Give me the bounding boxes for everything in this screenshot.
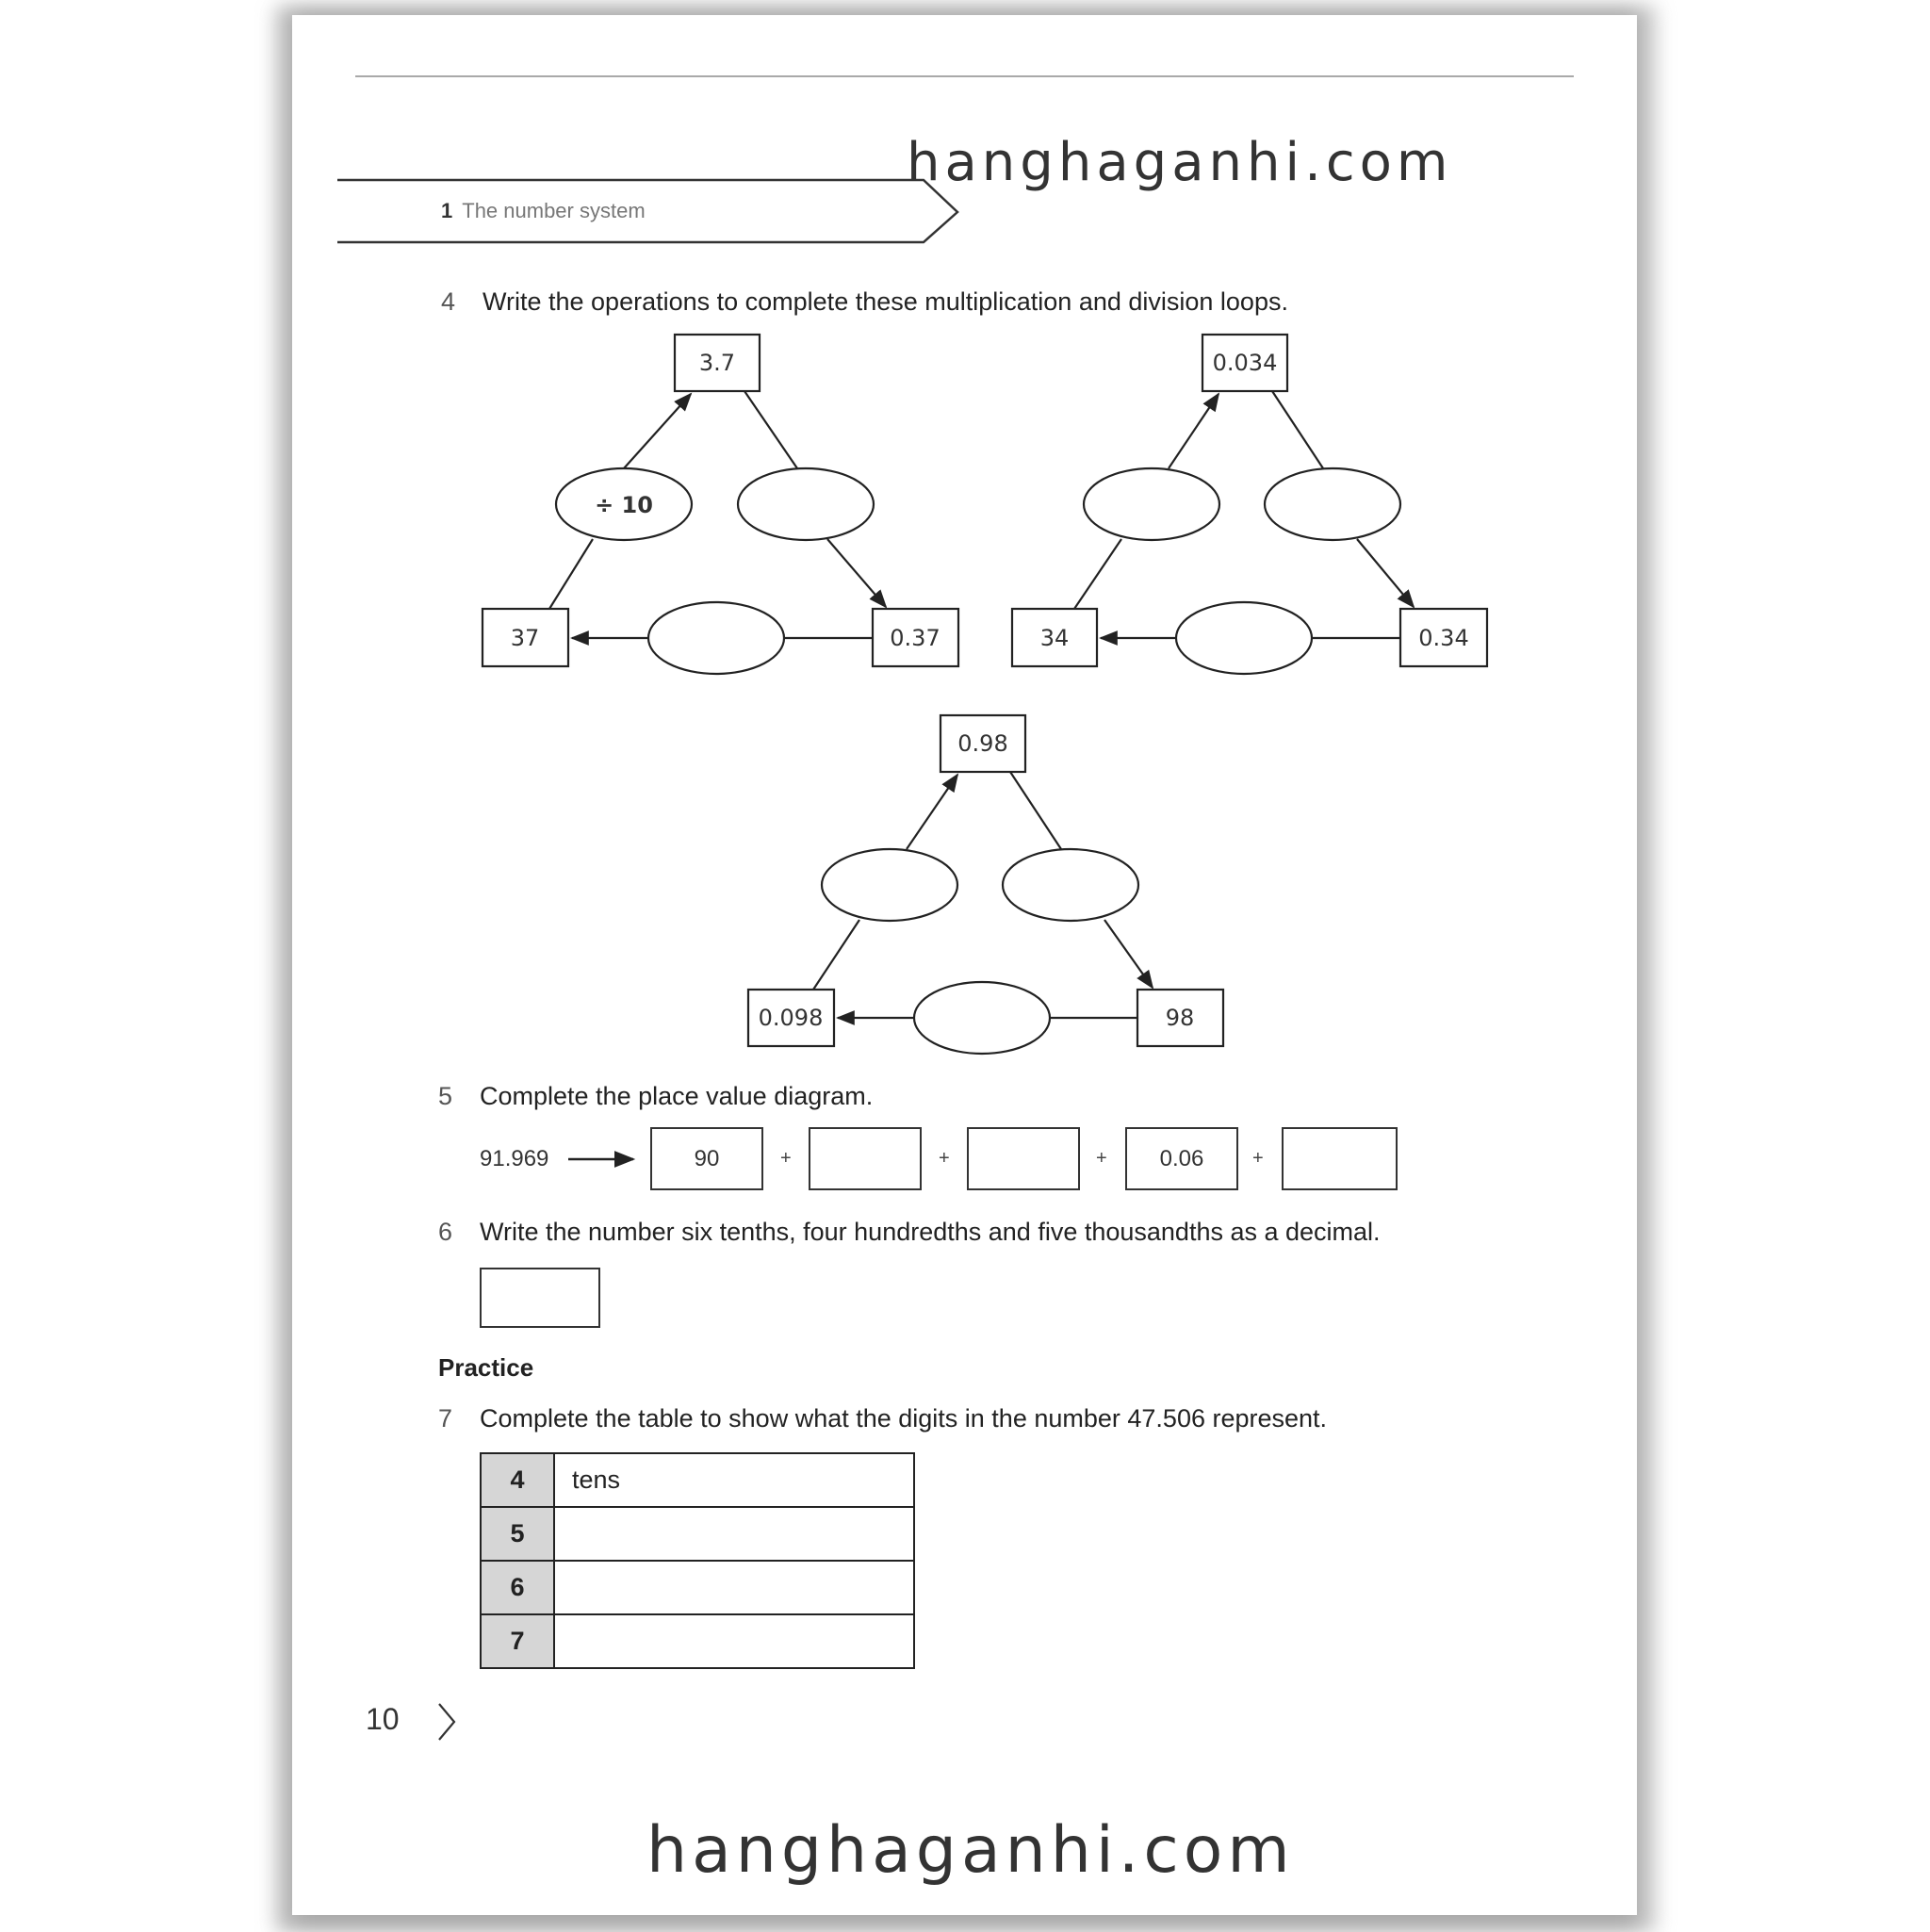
watermark-bottom: hanghaganhi.com	[646, 1813, 1295, 1888]
plus-sign: +	[939, 1148, 950, 1169]
loop-2	[1012, 335, 1487, 674]
plus-sign: +	[1096, 1148, 1107, 1169]
plus-sign: +	[780, 1148, 792, 1169]
question-text: Write the operations to complete these multiplication and division loops.	[482, 287, 1288, 316]
loop1-top-value: 3.7	[698, 350, 736, 376]
question-5	[438, 1082, 873, 1111]
watermark-top: hanghaganhi.com	[907, 132, 1453, 193]
question-7	[438, 1404, 1327, 1433]
loop1-left-value: 37	[510, 625, 540, 651]
loop3-top-value: 0.98	[957, 730, 1008, 757]
place-value-box-1[interactable]: 90	[650, 1127, 763, 1190]
place-value-box-5[interactable]	[1282, 1127, 1398, 1190]
question-number: 6	[438, 1218, 453, 1246]
chapter-name: The number system	[462, 199, 646, 222]
plus-sign: +	[1252, 1148, 1264, 1169]
loop2-top-value: 0.034	[1212, 350, 1278, 376]
question-text: Complete the table to show what the digits in the number 47.506 represent.	[480, 1404, 1328, 1433]
value-cell[interactable]	[554, 1561, 914, 1614]
table-row	[481, 1614, 914, 1668]
loop-3	[748, 715, 1223, 1054]
question-number: 7	[438, 1404, 453, 1433]
chapter-number: 1	[441, 199, 453, 222]
loop3-right-value: 98	[1165, 1005, 1195, 1031]
digit-value-table	[480, 1452, 915, 1669]
loop1-right-value: 0.37	[890, 625, 940, 651]
table-row	[481, 1561, 914, 1614]
digit-cell: 4	[481, 1453, 554, 1507]
digit-cell: 5	[481, 1507, 554, 1561]
digit-cell: 7	[481, 1614, 554, 1668]
question-6	[438, 1218, 1381, 1247]
place-value-number: 91.969	[480, 1146, 549, 1171]
question-number: 5	[438, 1082, 453, 1110]
loop1-left-op[interactable]: ÷ 10	[595, 492, 653, 518]
loop2-left-value: 34	[1039, 625, 1070, 651]
place-value-box-2[interactable]	[809, 1127, 922, 1190]
page-number: 10	[366, 1702, 400, 1736]
value-cell[interactable]: tens	[554, 1453, 914, 1507]
section-heading-practice: Practice	[438, 1353, 534, 1382]
value-cell[interactable]	[554, 1614, 914, 1668]
digit-cell: 6	[481, 1561, 554, 1614]
chevron-right-icon	[435, 1702, 458, 1742]
value-cell[interactable]	[554, 1507, 914, 1561]
loop2-right-value: 0.34	[1418, 625, 1469, 651]
question-text: Complete the place value diagram.	[480, 1082, 874, 1110]
decimal-answer-box[interactable]	[480, 1268, 600, 1328]
question-text: Write the number six tenths, four hundredths and five thousandths as a decimal.	[480, 1218, 1381, 1246]
table-row	[481, 1453, 914, 1507]
place-value-box-4[interactable]: 0.06	[1125, 1127, 1238, 1190]
place-value-box-3[interactable]	[967, 1127, 1080, 1190]
loop-1	[482, 335, 958, 674]
loop3-left-value: 0.098	[758, 1005, 824, 1031]
question-number: 4	[441, 287, 456, 316]
table-row	[481, 1507, 914, 1561]
